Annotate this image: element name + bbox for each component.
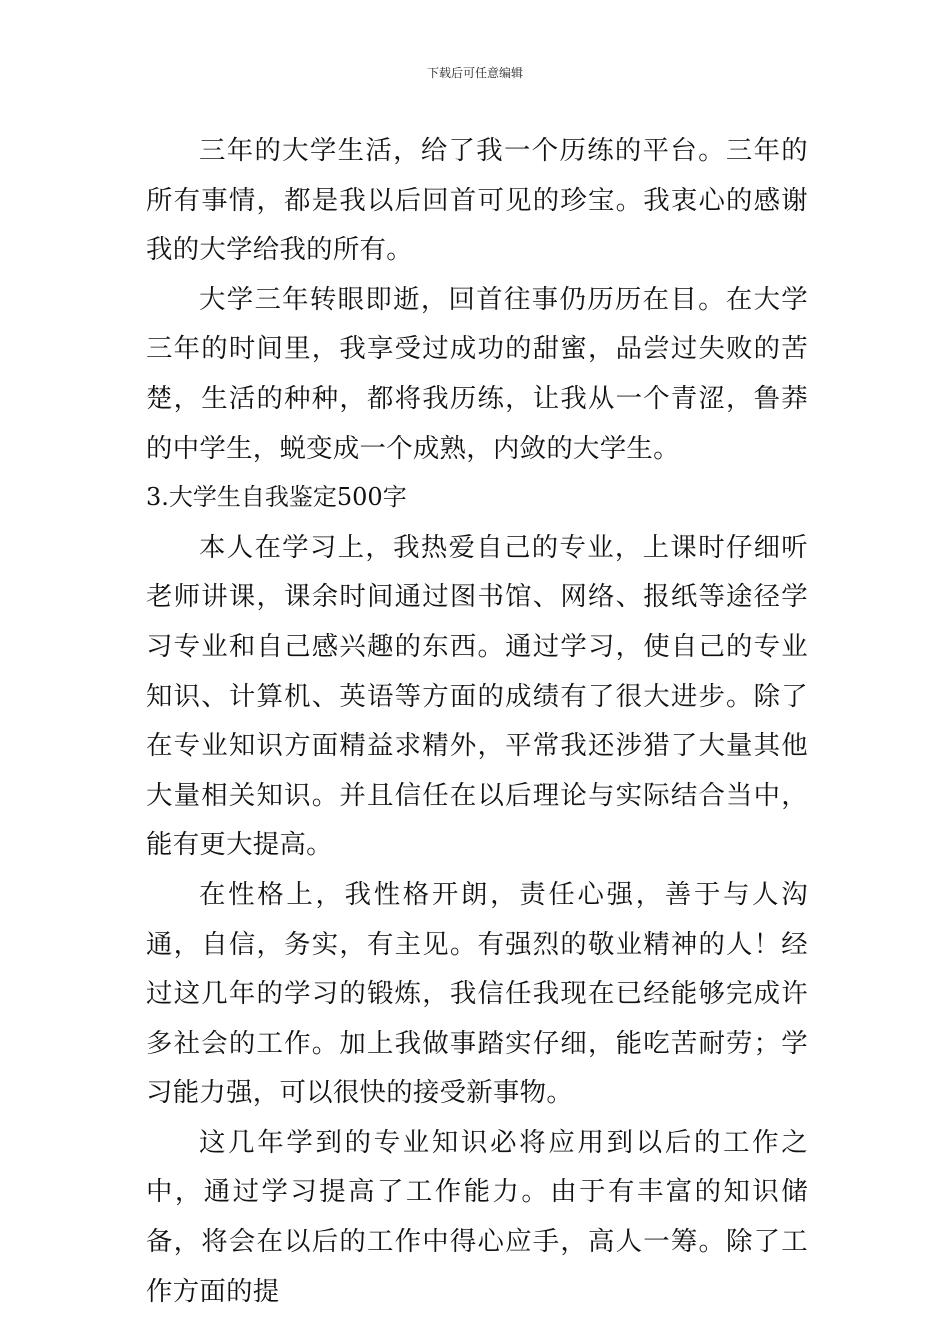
paragraph-three-years: 大学三年转眼即逝，回首往事仍历历在目。在大学三年的时间里，我享受过成功的甜蜜，品尝过失败的苦楚，生活的种种，都将我历练，让我从一个青涩，鲁莽的中学生，蜕变成一个成熟，内敛的大学生。 [146, 283, 808, 464]
paragraph-college-life: 三年的大学生活，给了我一个历练的平台。三年的所有事情，都是我以后回首可见的珍宝。我衷心的感谢我的大学给我的所有。 [146, 135, 808, 266]
section-heading: 3.大学生自我鉴定500字 [146, 483, 407, 512]
paragraph-work: 这几年学到的专业知识必将应用到以后的工作之中，通过学习提高了工作能力。由于有丰富的知识储备，将会在以后的工作中得心应手，高人一筹。除了工作方面的提 [146, 1126, 808, 1307]
document-body [146, 126, 808, 1316]
page-header: 下载后可任意编辑 [426, 66, 523, 80]
paragraph-personality: 在性格上，我性格开朗，责任心强，善于与人沟通，自信，务实，有主见。有强烈的敬业精神的人！经过这几年的学习的锻炼，我信任我现在已经能够完成许多社会的工作。加上我做事踏实仔细，能吃苦耐劳；学习能力强，可以很快的接受新事物。 [146, 878, 808, 1109]
paragraph-study: 本人在学习上，我热爱自己的专业，上课时仔细听老师讲课，课余时间通过图书馆、网络、报纸等途径学习专业和自己感兴趣的东西。通过学习，使自己的专业知识、计算机、英语等方面的成绩有了很大进步。除了在专业知识方面精益求精外，平常我还涉猎了大量其他大量相关知识。并且信任在以后理论与实际结合当中，能有更大提高。 [146, 531, 808, 861]
